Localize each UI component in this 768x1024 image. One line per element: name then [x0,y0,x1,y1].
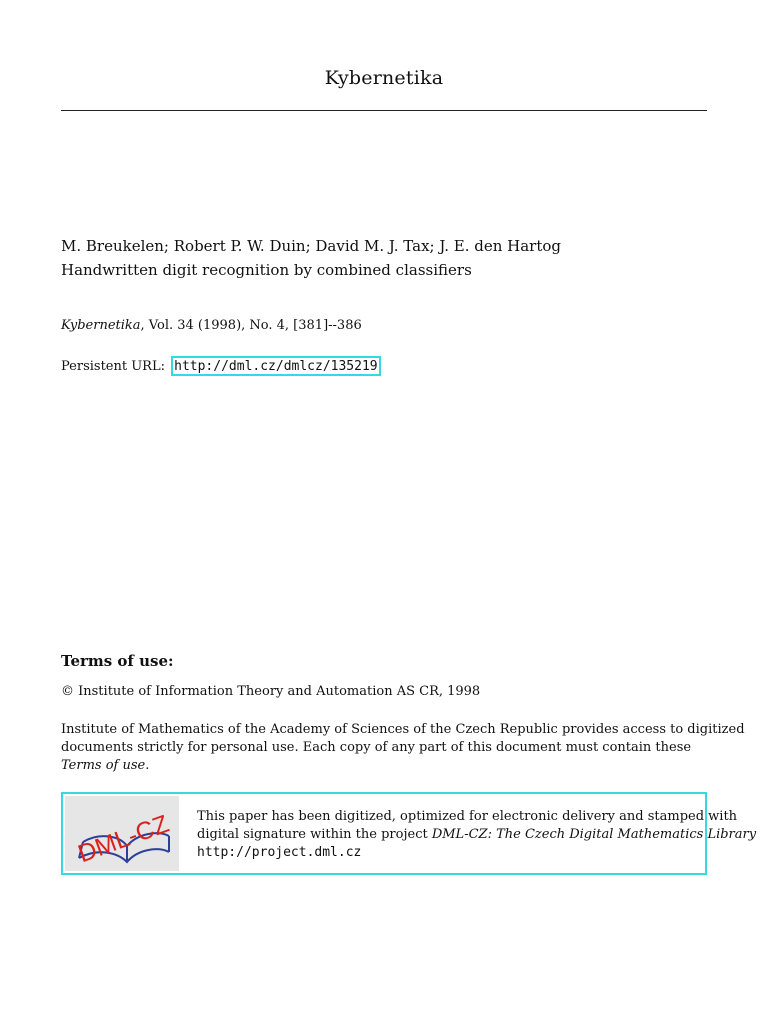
dml-line-1: This paper has been digitized, optimized for electronic delivery and stamped with [197,809,738,824]
journal-title: Kybernetika [324,67,444,89]
citation-journal: Kybernetika [61,318,141,333]
persistent-url-label: Persistent URL: [61,359,165,374]
dml-cz-description [197,808,756,862]
dml-cz-logo [65,796,179,871]
terms-line: documents strictly for personal use. Each copy of any part of this document must contain these [61,740,692,755]
header-rule [61,110,707,111]
terms-line [61,757,721,775]
dml-cz-notice [61,792,757,875]
terms-of-use-italic: Terms of use [61,758,146,773]
copyright-notice: © Institute of Information Theory and Automation AS CR, 1998 [61,684,481,699]
terms-heading: Terms of use: [61,652,174,670]
persistent-url-link[interactable]: http://dml.cz/dmlcz/135219 [171,356,381,376]
article-authors: M. Breukelen; Robert P. W. Duin; David M. J. Tax; J. E. den Hartog [61,237,561,255]
dml-line-2 [197,826,756,844]
dml-cz-logo-text: DML-CZ [74,809,173,869]
citation-details: , Vol. 34 (1998), No. 4, [381]--386 [140,318,362,333]
dml-line-2-start: digital signature within the project [197,827,432,842]
terms-period: . [145,758,150,773]
article-title: Handwritten digit recognition by combined classifiers [61,261,472,279]
dml-project-url[interactable]: http://project.dml.cz [197,845,362,860]
citation [61,318,362,333]
dml-cz-logo-icon [65,796,179,871]
terms-body [61,721,745,775]
persistent-url-row [61,356,381,376]
dml-project-name: DML-CZ: The Czech Digital Mathematics Library [431,827,757,842]
terms-line: Institute of Mathematics of the Academy of Sciences of the Czech Republic provides access to digitized [61,722,745,737]
